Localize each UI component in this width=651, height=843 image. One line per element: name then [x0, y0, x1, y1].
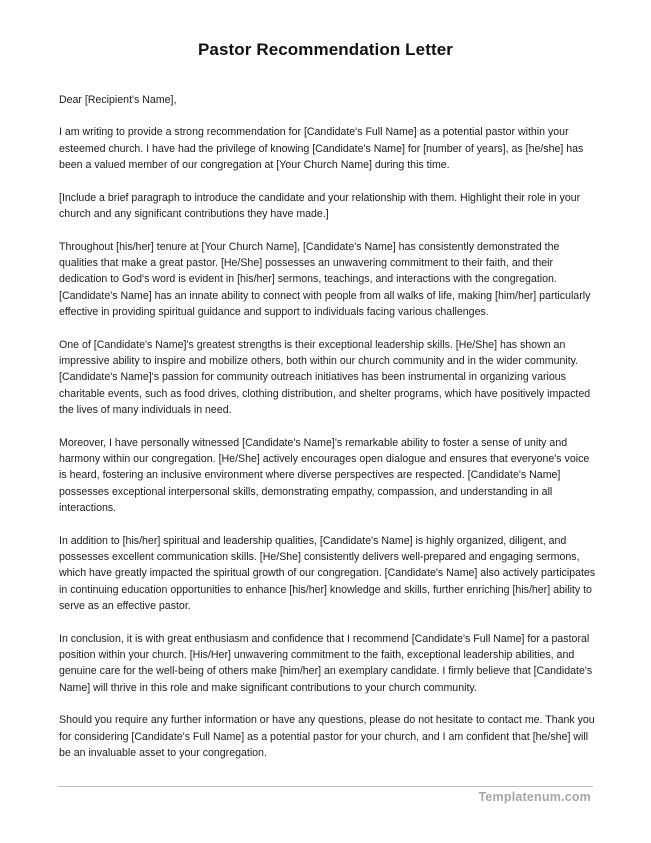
paragraph-closing: Should you require any further information or have any questions, please do not hesitate to contact me. Thank you for considering [Candidate's Full Name] as a potential pastor for your church, and I am confident that [he/she] will be an invaluable asset to your congregation. [59, 714, 595, 759]
paragraph-instruction: [Include a brief paragraph to introduce the candidate and your relationship with them. Highlight their role in your church and any significant contributions they have made.] [59, 191, 581, 220]
document-title: Pastor Recommendation Letter [197, 40, 454, 59]
paragraph-qualities: Throughout [his/her] tenure at [Your Church Name], [Candidate's Name] has consistently demonstrated the qualities that make a great pastor. [He/She] possesses an unwavering commitment to their faith, and their dedication to God's word is evident in [his/her] sermons, teachings, and interactions with the congregation. [Candidate's Name] has an innate ability to connect with people from all walks of life, making [him/her] particularly effective in providing spiritual guidance and support to individuals facing various challenges. [59, 240, 591, 318]
paragraph-organization: In addition to [his/her] spiritual and leadership qualities, [Candidate's Name] is highly organized, diligent, and possesses excellent communication skills. [He/She] consistently delivers well-prepared and engaging sermons, which have greatly impacted the spiritual growth of our congregation. [Candidate's Name] also actively participates in continuing education opportunities to enhance [his/her] knowledge and skills, further enriching [his/her] ability to serve as an effective pastor. [59, 534, 596, 612]
paragraph-unity: Moreover, I have personally witnessed [Candidate's Name]'s remarkable ability to foster a sense of unity and harmony within our congregation. [He/She] actively encourages open dialogue and ensures that everyone's voice is heard, fostering an inclusive environment where diverse perspectives are respected. [Candidate's Name] possesses exceptional interpersonal skills, demonstrating empathy, compassion, and understanding in all interactions. [59, 436, 590, 514]
paragraph-leadership: One of [Candidate's Name]'s greatest strengths is their exceptional leadership skills. [He/She] has shown an impressive ability to inspire and mobilize others, both within our church community and in the wider community. [Candidate's Name]'s passion for community outreach initiatives has been instrumental in organizing various charitable events, such as food drives, clothing distribution, and shelter programs, which have positively impacted the lives of many individuals in need. [59, 338, 591, 416]
paragraph-conclusion: In conclusion, it is with great enthusiasm and confidence that I recommend [Candidate's Full Name] for a pastoral position within your church. [His/Her] unwavering commitment to the faith, exceptional leadership abilities, and genuine care for the well-being of others make [him/her] an exemplary candidate. I firmly believe that [Candidate's Name] will thrive in this role and make significant contributions to your church community. [59, 632, 593, 694]
paragraph-intro: I am writing to provide a strong recommendation for [Candidate's Full Name] as a potential pastor within your esteemed church. I have had the privilege of knowing [Candidate's Name] for [number of years], as [he/she] has been a valued member of our congregation at [Your Church Name] during this time. [59, 126, 584, 171]
letter-body [59, 92, 599, 778]
footer-brand: Templatenum.com [478, 790, 591, 804]
footer-divider [58, 786, 593, 787]
salutation: Dear [Recipient's Name], [59, 94, 177, 106]
